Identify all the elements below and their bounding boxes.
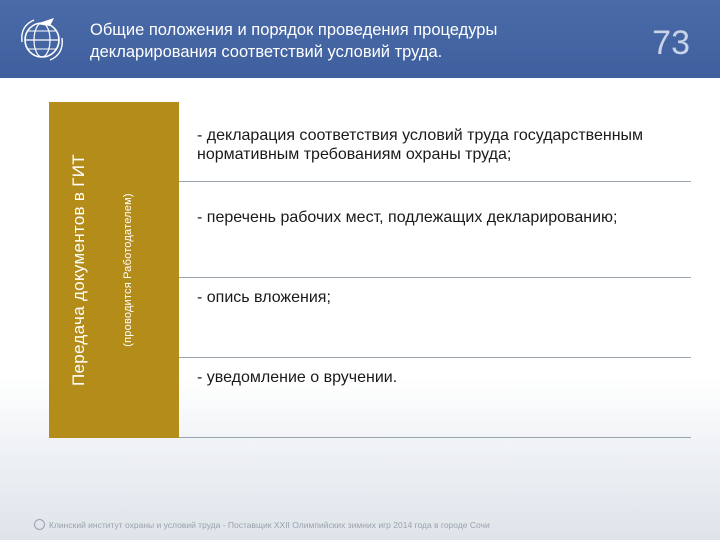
page-title: Общие положения и порядок проведения процедуры декларирования соответствий условий труда. bbox=[90, 21, 498, 61]
list-item-text: - опись вложения; bbox=[197, 289, 331, 306]
list-item-text: - декларация соответствия условий труда государственным нормативным требованиям охраны труда; bbox=[197, 127, 644, 163]
list-item bbox=[179, 198, 691, 278]
list-item bbox=[179, 278, 691, 358]
globe-logo-icon bbox=[14, 12, 70, 68]
header-bar bbox=[0, 0, 720, 78]
category-sublabel: (проводится Работодателем) bbox=[122, 193, 134, 347]
category-label: Передача документов в ГИТ bbox=[69, 154, 88, 386]
list-item-text: - перечень рабочих мест, подлежащих декларированию; bbox=[197, 209, 618, 226]
list-item bbox=[179, 358, 691, 438]
copyright-icon bbox=[34, 519, 45, 530]
document-list bbox=[179, 102, 691, 438]
footer-text: Клинский институт охраны и условий труда - Поставщик XXII Олимпийских зимних игр 2014 года в городе Сочи bbox=[49, 520, 490, 530]
list-item-text: - уведомление о вручении. bbox=[197, 369, 398, 386]
footer bbox=[34, 519, 490, 530]
list-item bbox=[179, 102, 691, 182]
slide-number: 73 bbox=[652, 24, 690, 62]
